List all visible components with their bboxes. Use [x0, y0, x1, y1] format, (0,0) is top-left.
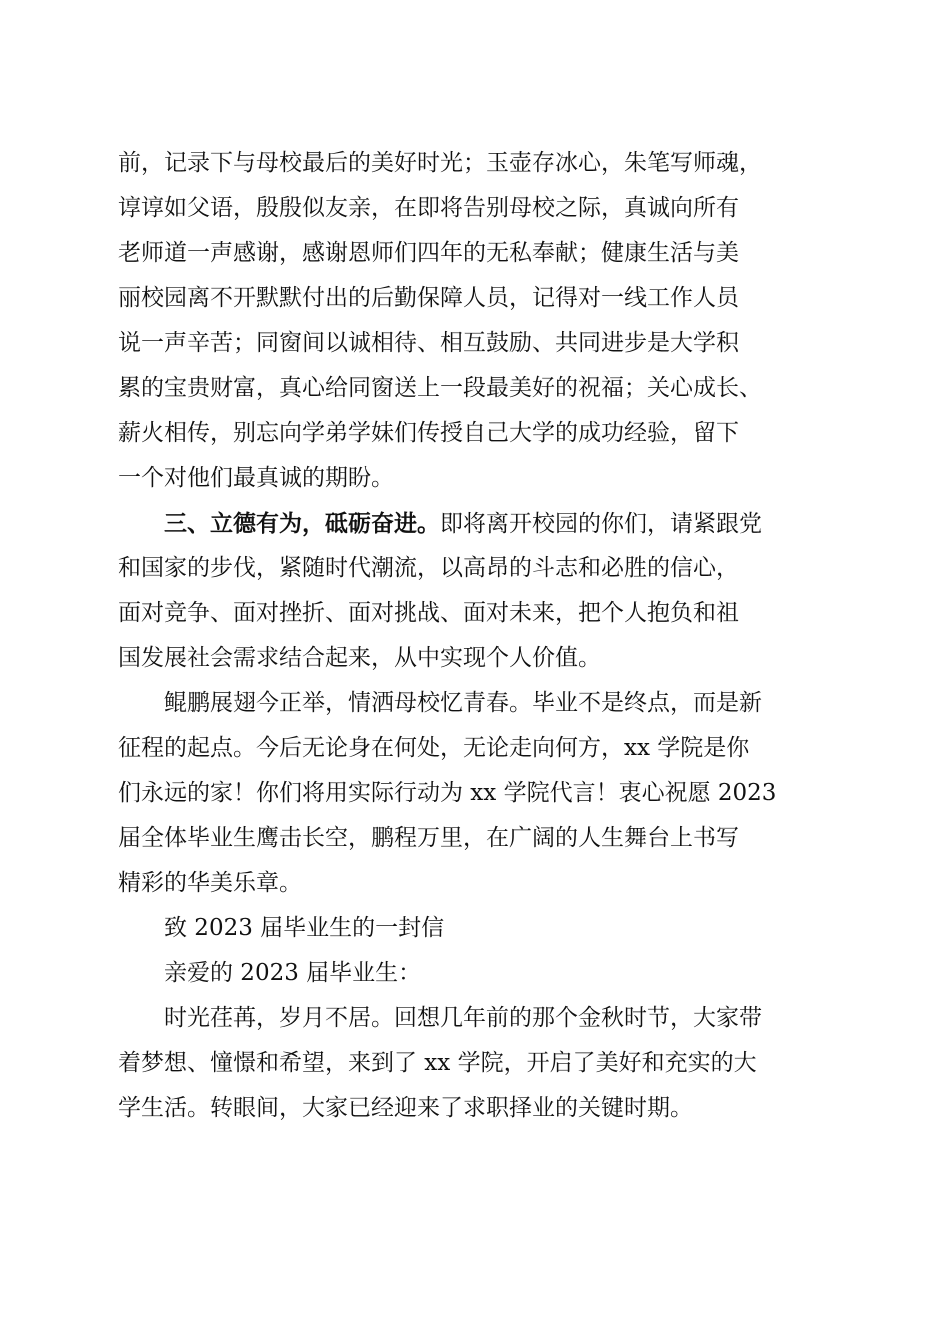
text-line: 说一声辛苦；同窗间以诚相待、相互鼓励、共同进步是大学积 [118, 330, 739, 356]
text-line: 着梦想、憧憬和希望，来到了 xx 学院，开启了美好和充实的大 [118, 1050, 757, 1076]
section-text: 即将离开校园的你们，请紧跟党 [440, 511, 762, 537]
text-line: 老师道一声感谢，感谢恩师们四年的无私奉献；健康生活与美 [118, 240, 739, 266]
document-page [118, 141, 838, 1131]
text-line: 国发展社会需求结合起来，从中实现个人价值。 [118, 645, 601, 671]
text-line: 累的宝贵财富，真心给同窗送上一段最美好的祝福；关心成长、 [118, 375, 762, 401]
text-line: 届全体毕业生鹰击长空，鹏程万里，在广阔的人生舞台上书写 [118, 825, 739, 851]
letter-salutation: 亲爱的 2023 届毕业生： [164, 960, 422, 986]
text-line: 时光荏苒，岁月不居。回想几年前的那个金秋时节，大家带 [164, 1005, 762, 1031]
paragraph-farewell-thanks [118, 141, 838, 501]
letter-title: 致 2023 届毕业生的一封信 [164, 915, 445, 941]
text-line: 薪火相传，别忘向学弟学妹们传授自己大学的成功经验，留下 [118, 420, 739, 446]
paragraph-letter-opening [118, 996, 838, 1131]
paragraph-section-three [118, 501, 838, 681]
text-line: 鲲鹏展翅今正举，情洒母校忆青春。毕业不是终点，而是新 [164, 690, 762, 716]
text-line: 谆谆如父语，殷殷似友亲，在即将告别母校之际，真诚向所有 [118, 195, 739, 221]
text-line: 征程的起点。今后无论身在何处，无论走向何方，xx 学院是你 [118, 735, 750, 761]
text-line: 学生活。转眼间，大家已经迎来了求职择业的关键时期。 [118, 1095, 693, 1121]
section-heading: 三、立德有为，砥砺奋进。 [164, 510, 440, 537]
paragraph-closing-wishes [118, 681, 838, 906]
text-line: 和国家的步伐，紧随时代潮流，以高昂的斗志和必胜的信心， [118, 555, 739, 581]
text-line: 丽校园离不开默默付出的后勤保障人员，记得对一线工作人员 [118, 285, 739, 311]
text-line [118, 501, 838, 546]
text-line: 前，记录下与母校最后的美好时光；玉壶存冰心，朱笔写师魂， [118, 150, 762, 176]
text-line: 一个对他们最真诚的期盼。 [118, 465, 394, 491]
text-line: 面对竞争、面对挫折、面对挑战、面对未来，把个人抱负和祖 [118, 600, 739, 626]
text-line: 精彩的华美乐章。 [118, 870, 302, 896]
text-line: 们永远的家！你们将用实际行动为 xx 学院代言！衷心祝愿 2023 [118, 780, 777, 806]
